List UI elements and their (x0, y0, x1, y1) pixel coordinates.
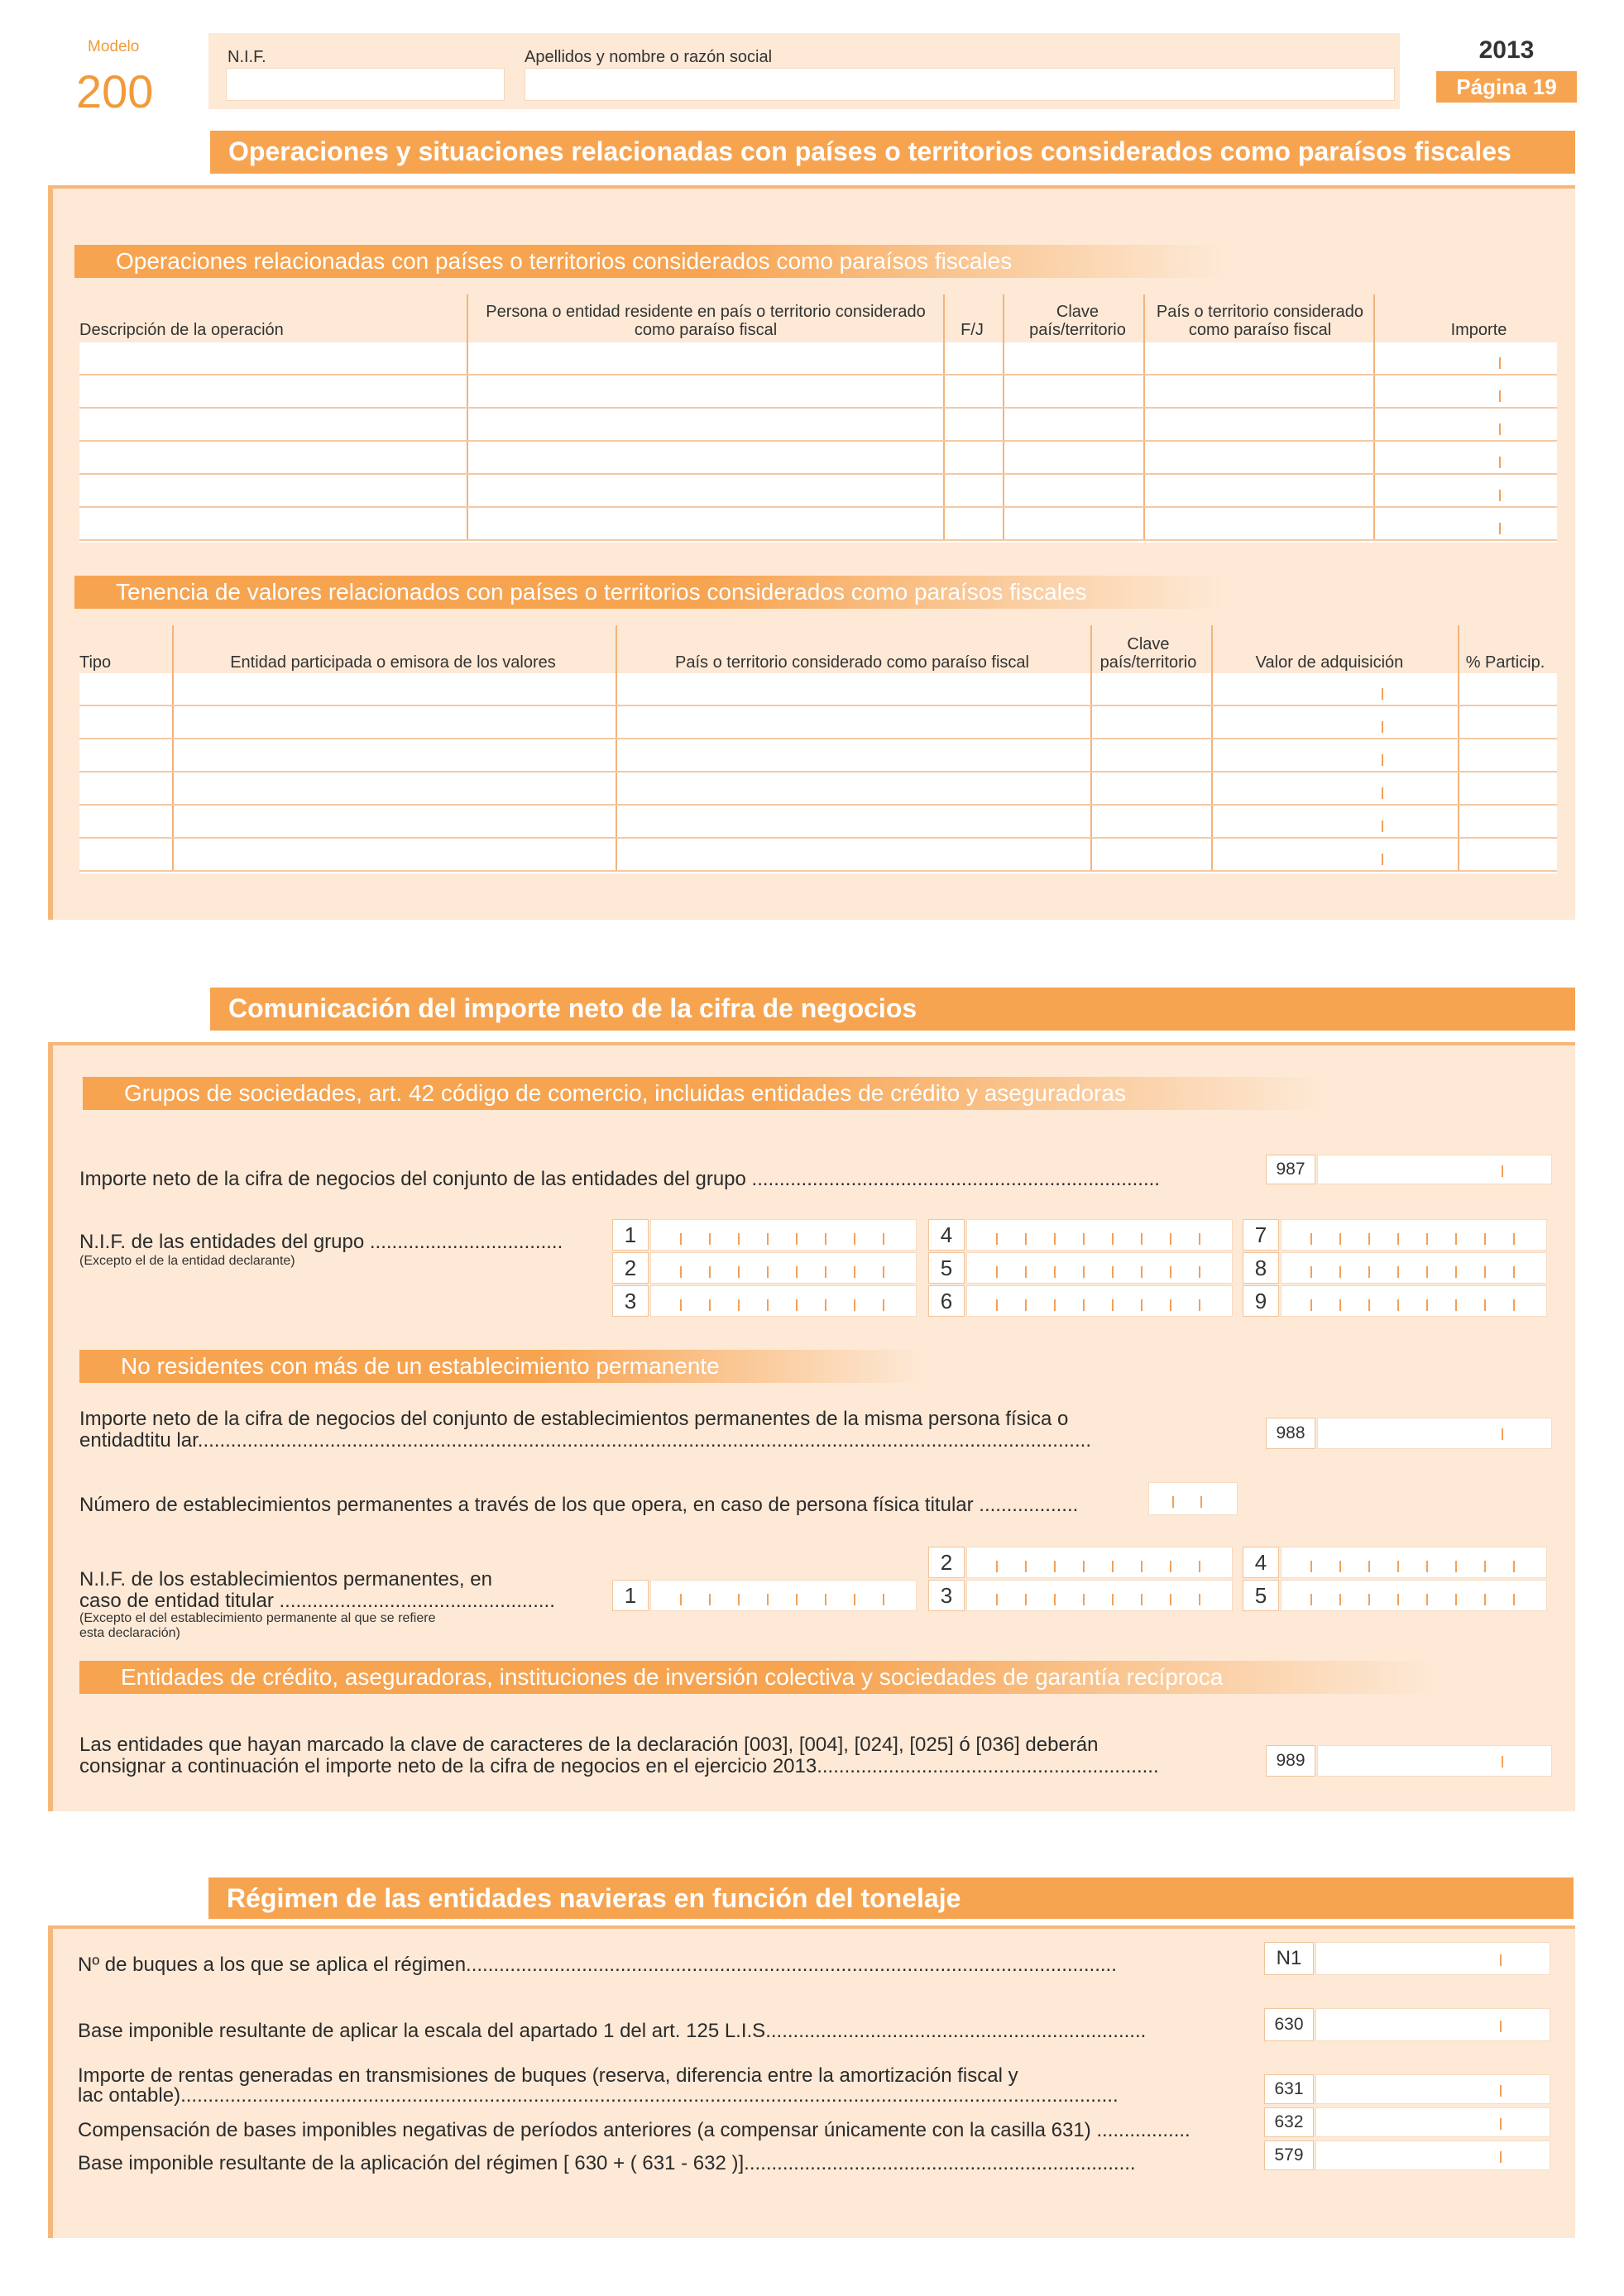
code-989: 989 (1266, 1745, 1315, 1777)
importe-987-input[interactable] (1317, 1155, 1552, 1184)
nif-input[interactable] (650, 1285, 917, 1317)
code-632: 632 (1264, 2107, 1314, 2137)
section-paraisos-title: Operaciones y situaciones relacionadas con países o territorios considerados como paraísos fiscales (210, 131, 1575, 174)
decimal-separator-mark (1382, 854, 1383, 865)
table-row[interactable] (79, 739, 1557, 773)
nif-input[interactable] (1281, 1285, 1547, 1317)
operaciones-table[interactable] (79, 342, 1557, 543)
nif-input[interactable] (966, 1580, 1233, 1611)
importe-grupo-label: Importe neto de la cifra de negocios del conjunto de las entidades del grupo .......................................................................... (79, 1168, 1160, 1190)
nif-index-label: 2 (928, 1547, 965, 1578)
col-entidad: Entidad participada o emisora de los valores (230, 653, 556, 672)
nif-input[interactable] (226, 68, 505, 101)
compensacion-input[interactable] (1315, 2107, 1550, 2137)
nif-label: N.I.F. (228, 48, 266, 66)
decimal-separator-mark (1382, 754, 1383, 766)
tenencia-table[interactable] (79, 673, 1557, 873)
nif-index-label: 2 (612, 1252, 649, 1284)
importe-988-input[interactable] (1317, 1418, 1552, 1449)
col-persona: Persona o entidad residente en país o territorio considerado como paraíso fiscal (486, 303, 926, 339)
operaciones-subtitle: Operaciones relacionadas con países o territorios considerados como paraísos fiscales (74, 245, 1224, 278)
nif-ep-note-2: esta declaración) (79, 1626, 180, 1640)
numero-ep-input[interactable] (1148, 1482, 1238, 1515)
decimal-separator-mark (1499, 490, 1501, 501)
col-pais: País o territorio considerado como paraíso fiscal (1156, 303, 1364, 339)
col-importe: Importe (1450, 321, 1507, 339)
col-particip: % Particip. (1465, 653, 1545, 672)
nif-input[interactable] (1281, 1580, 1547, 1611)
section-cifra-negocios-title: Comunicación del importe neto de la cifra de negocios (210, 988, 1575, 1031)
decimal-separator-mark (1382, 787, 1383, 799)
decimal-separator-mark (1382, 820, 1383, 832)
table-row[interactable] (79, 839, 1557, 872)
nif-index-label: 3 (928, 1580, 965, 1611)
importe-989-input[interactable] (1317, 1745, 1552, 1777)
rentas-transmision-input[interactable] (1315, 2074, 1550, 2104)
rentas-transmision-label-2: lac ontable).......................................................................................................................................................................... (78, 2084, 1119, 2107)
decimal-separator-mark (1499, 457, 1501, 468)
nif-index-label: 3 (612, 1285, 649, 1317)
nif-input[interactable] (650, 1219, 917, 1251)
base-escala-input[interactable] (1315, 2008, 1550, 2041)
table-row[interactable] (79, 375, 1557, 409)
nif-grupo-label: N.I.F. de las entidades del grupo ................................... (79, 1231, 563, 1253)
base-escala-label: Base imponible resultante de aplicar la escala del apartado 1 del art. 125 L.I.S..................................................................... (78, 2020, 1147, 2042)
decimal-separator-mark (1382, 721, 1383, 733)
table-row[interactable] (79, 706, 1557, 739)
name-input[interactable] (525, 68, 1395, 101)
table-row[interactable] (79, 673, 1557, 706)
decimal-separator-mark (1499, 390, 1501, 402)
nif-input[interactable] (1281, 1252, 1547, 1284)
table-row[interactable] (79, 806, 1557, 839)
name-label: Apellidos y nombre o razón social (525, 48, 773, 66)
code-988: 988 (1266, 1418, 1315, 1449)
entidades-credito-label-1: Las entidades que hayan marcado la clave de caracteres de la declaración [003], [004], [024], [025] ó [036] deberán (79, 1734, 1099, 1756)
buques-label: Nº de buques a los que se aplica el régimen...................................................................................................................... (78, 1954, 1117, 1976)
numero-ep-label: Número de establecimientos permanentes a través de los que opera, en caso de persona física titular .................. (79, 1494, 1079, 1516)
col-clave: Clave país/territorio (1029, 303, 1126, 339)
code-630: 630 (1264, 2008, 1314, 2041)
col-pais-fiscal: País o territorio considerado como paraíso fiscal (675, 653, 1029, 672)
table-row[interactable] (79, 773, 1557, 806)
compensacion-label: Compensación de bases imponibles negativas de períodos anteriores (a compensar únicamente con la casilla 631) ................. (78, 2119, 1190, 2141)
importe-ep-label-1: Importe neto de la cifra de negocios del conjunto de establecimientos permanentes de la misma persona física o (79, 1408, 1069, 1430)
nif-index-label: 8 (1243, 1252, 1279, 1284)
col-fj: F/J (961, 321, 984, 339)
nif-index-label: 9 (1243, 1285, 1279, 1317)
section-navieras-title: Régimen de las entidades navieras en función del tonelaje (208, 1877, 1574, 1919)
nif-index-label: 6 (928, 1285, 965, 1317)
nif-input[interactable] (1281, 1547, 1547, 1578)
table-row[interactable] (79, 508, 1557, 541)
nif-index-label: 5 (1243, 1580, 1279, 1611)
nif-index-label: 4 (928, 1219, 965, 1251)
code-n1: N1 (1264, 1942, 1314, 1975)
entidades-credito-subtitle: Entidades de crédito, aseguradoras, instituciones de inversión colectiva y sociedades de garantía recíproca (79, 1661, 1436, 1694)
base-regimen-input[interactable] (1315, 2141, 1550, 2170)
table-row[interactable] (79, 475, 1557, 508)
importe-ep-label-2: entidadtitu lar.................................................................................................................................................................. (79, 1429, 1091, 1452)
nif-input[interactable] (1281, 1219, 1547, 1251)
decimal-separator-mark (1499, 523, 1501, 534)
nif-index-label: 1 (612, 1580, 649, 1611)
nif-ep-note-1: (Excepto el del establecimiento permanente al que se refiere (79, 1611, 436, 1625)
table-row[interactable] (79, 342, 1557, 375)
decimal-separator-mark (1499, 357, 1501, 369)
page-badge: Página 19 (1436, 71, 1577, 103)
nif-ep-label-2: caso de entidad titular .................................................. (79, 1590, 555, 1612)
nif-input[interactable] (966, 1547, 1233, 1578)
nif-index-label: 4 (1243, 1547, 1279, 1578)
nif-input[interactable] (966, 1219, 1233, 1251)
nif-input[interactable] (650, 1580, 917, 1611)
tenencia-subtitle: Tenencia de valores relacionados con países o territorios considerados como paraísos fiscales (74, 576, 1224, 609)
table-row[interactable] (79, 409, 1557, 442)
code-987: 987 (1266, 1155, 1315, 1184)
col-clave-2: Clave país/territorio (1099, 635, 1197, 672)
grupos-subtitle: Grupos de sociedades, art. 42 código de comercio, incluidas entidades de crédito y aseguradoras (83, 1077, 1324, 1110)
modelo-label: Modelo (88, 38, 140, 55)
nif-index-label: 1 (612, 1219, 649, 1251)
year-badge: 2013 (1436, 36, 1577, 65)
nif-input[interactable] (966, 1252, 1233, 1284)
decimal-separator-mark (1499, 423, 1501, 435)
buques-input[interactable] (1315, 1942, 1550, 1975)
entidades-credito-label-2: consignar a continuación el importe neto de la cifra de negocios en el ejercicio 2013.............................................................. (79, 1755, 1159, 1777)
no-residentes-subtitle: No residentes con más de un establecimiento permanente (79, 1350, 923, 1383)
rentas-transmision-label-1: Importe de rentas generadas en transmisiones de buques (reserva, diferencia entre la amortización fiscal y (78, 2064, 1018, 2087)
nif-input[interactable] (650, 1252, 917, 1284)
code-631: 631 (1264, 2074, 1314, 2104)
col-tipo: Tipo (79, 653, 112, 672)
base-regimen-label: Base imponible resultante de la aplicación del régimen [ 630 + ( 631 - 632 )]....................................................................... (78, 2152, 1136, 2174)
table-row[interactable] (79, 442, 1557, 475)
nif-ep-label-1: N.I.F. de los establecimientos permanentes, en (79, 1568, 492, 1590)
nif-index-label: 5 (928, 1252, 965, 1284)
nif-grupo-note: (Excepto el de la entidad declarante) (79, 1254, 295, 1268)
col-valor: Valor de adquisición (1255, 653, 1404, 672)
col-descripcion: Descripción de la operación (79, 321, 284, 339)
nif-input[interactable] (966, 1285, 1233, 1317)
decimal-separator-mark (1382, 688, 1383, 700)
code-579: 579 (1264, 2141, 1314, 2170)
modelo-number: 200 (76, 65, 154, 117)
nif-index-label: 7 (1243, 1219, 1279, 1251)
